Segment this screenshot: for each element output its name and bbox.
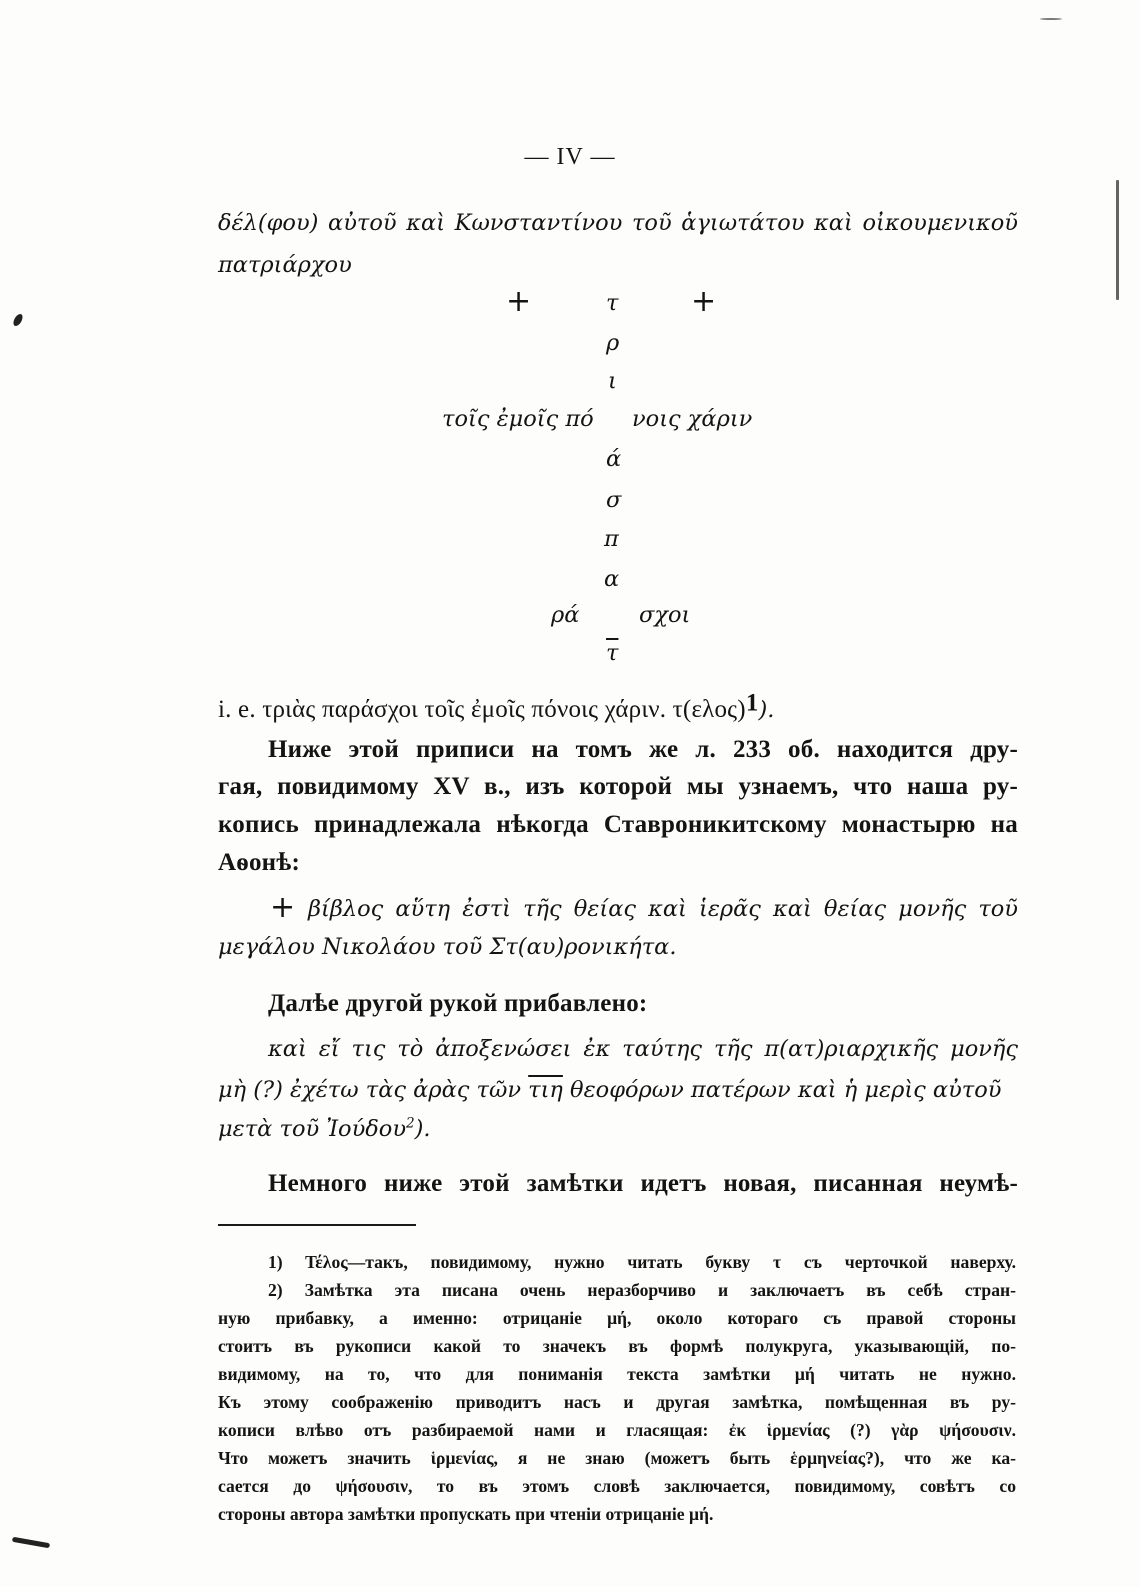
para3: Немного ниже этой замѣтки идетъ новая, писанная неумѣ-	[268, 1170, 1018, 1197]
footnote-2-line-2: ную прибавку, а именно: отрицаніе μή, около котораго съ правой стороны	[218, 1308, 1016, 1328]
cross-row1-left: τοῖς ἐμοῖς πό	[442, 406, 594, 432]
footnote-2-line-8: сается до ψήσουσιν, то въ этомъ словѣ заключается, повидимому, совѣтъ со	[218, 1476, 1016, 1496]
scan-mark-bottom	[12, 1537, 50, 1549]
scan-mark-top	[1040, 18, 1062, 20]
cross-plus-left: +	[506, 284, 532, 319]
greek-note-line-2	[218, 1077, 1018, 1103]
para1-line-1: Ниже этой приписи на томъ же л. 233 об. находится дру-	[268, 736, 1018, 763]
scan-mark-right	[1116, 180, 1119, 300]
reading-text: i. e. τριὰς παράσχοι τοῖς ἐμοῖς πόνοις χάριν. τ(ελος)	[218, 696, 746, 723]
scan-mark-left	[12, 314, 24, 326]
cross-row2-left: ρά	[551, 602, 580, 628]
cross-letter-4: ά	[606, 446, 622, 472]
footnote-2-line-5: Къ этому соображенію приводитъ насъ и другая замѣтка, помѣщенная въ ру-	[218, 1392, 1016, 1412]
footnote-2-line-9: стороны автора замѣтки пропускать при чтеніи отрицаніе μή.	[218, 1504, 714, 1524]
cross-plus-right: +	[691, 284, 717, 319]
inscription-plus: +	[270, 890, 296, 925]
cross-letter-8: $\overline{\tau}$	[606, 640, 619, 666]
footnote-2-line-3: стоитъ въ рукописи какой то значекъ въ формѣ полукруга, указывающій, по-	[218, 1336, 1016, 1356]
para1-line-4: Аѳонѣ:	[218, 849, 300, 876]
cross-letter-7: α	[604, 566, 620, 592]
footnote-1: 1) Τέλος—такъ, повидимому, нужно читать букву τ съ черточкой наверху.	[268, 1252, 1016, 1272]
footnote-2-line-6: кописи влѣво отъ разбираемой нами и гласящая: ἐκ ἱρμενίας (?) γὰρ ψήσουσιν.	[218, 1420, 1016, 1440]
greek-note-line-2a: μὴ (?) ἐχέτω τὰς ἀρὰς τῶν	[218, 1077, 529, 1103]
reading-line: i. e. τριὰς παράσχοι τοῖς ἐμοῖς πόνοις χάριν. $\tau(\varepsilon\lambda o\varsigma)^1$).	[218, 689, 775, 723]
footnote-2-line-7: Что можетъ значить ἱρμενίας, я не знаю (можетъ быть ἑρμηνείας?), что же ка-	[218, 1448, 1016, 1468]
cross-letter-6: π	[604, 526, 619, 552]
cross-letter-5: σ	[606, 487, 622, 513]
greek-note-line-3	[218, 1116, 1018, 1142]
greek-note-footnote-ref: 2	[406, 1115, 415, 1132]
inscription-line-1: βίβλος αὕτη ἐστὶ τῆς θείας καὶ ἱερᾶς καὶ θείας μονῆς τοῦ	[308, 896, 1018, 922]
page-number: — IV —	[524, 144, 616, 170]
cross-row1-right: νοις χάριν	[632, 406, 753, 432]
cross-letter-3: ι	[608, 368, 617, 394]
reading-footnote-ref: 1	[745, 689, 759, 717]
greek-note-line-1: καὶ εἴ τις τὸ ἀποξενώσει ἐκ ταύτης τῆς π(ατ)ριαρχικῆς μονῆς	[268, 1036, 1018, 1062]
greek-note-line-3-text: μετὰ τοῦ Ἰούδου	[218, 1116, 407, 1142]
cross-row2-right: σχοι	[639, 602, 691, 628]
greek-intro-line-2: πατριάρχου	[218, 252, 352, 278]
footnote-2-line-4: видимому, на то, что для пониманія текста замѣтки μή читать не нужно.	[218, 1364, 1016, 1384]
greek-note-line-2c: θεοφόρων πατέρων καὶ ἡ μερὶς αὐτοῦ	[562, 1077, 1002, 1103]
greek-intro-line-1: δέλ(φου) αὐτοῦ καὶ Κωνσταντίνου τοῦ ἁγιωτάτου καὶ οἰκουμενικοῦ	[218, 210, 1018, 236]
cross-letter-2: ρ	[606, 330, 620, 356]
footnote-2-line-1: 2) Замѣтка эта писана очень неразборчиво и заключаетъ въ себѣ стран-	[268, 1280, 1016, 1300]
cross-letter-1: τ	[606, 290, 619, 316]
greek-note-line-3-end: ).	[414, 1116, 431, 1142]
footnote-rule	[218, 1224, 416, 1226]
para1-line-2: гая, повидимому XV в., изъ которой мы узнаемъ, что наша ру-	[218, 773, 1018, 800]
inscription-line-2: μεγάλου Νικολάου τοῦ Στ(αυ)ρονικήτα.	[218, 934, 677, 960]
para2: Далѣе другой рукой прибавлено:	[268, 990, 648, 1017]
greek-note-abbrev: $\overline{\tau\iota\eta}$	[528, 1077, 563, 1103]
para1-line-3: копись принадлежала нѣкогда Ставроникитскому монастырю на	[218, 811, 1018, 838]
